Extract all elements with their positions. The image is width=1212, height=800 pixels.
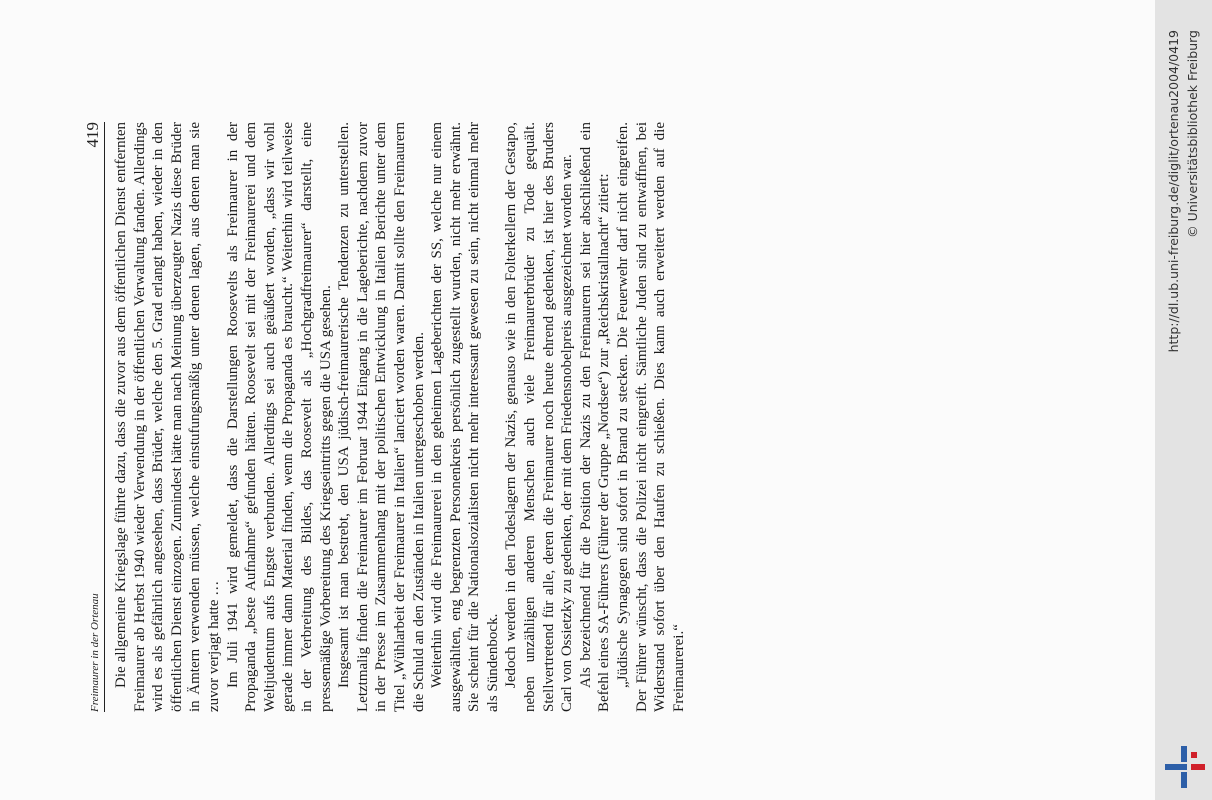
body-text: [112, 122, 688, 712]
quote-paragraph: „Jüdische Synagogen sind sofort in Brand zu stecken. Die Feuerwehr darf nicht eingreifen. Der Führer wünscht, dass die Polizei nicht eingreift. Sämtliche Juden sind zu entwaffnen, bei Widerstand sofort über den Haufen zu schießen. Dies kann auch erweitert werden auf die Freimaurerei.“: [615, 122, 687, 712]
page-header: [78, 122, 105, 712]
logo-red-square: [1191, 752, 1197, 758]
logo-blue-bar-bottom: [1181, 772, 1187, 788]
page-number: 419: [83, 122, 102, 148]
paragraph-2: Im Juli 1941 wird gemeldet, dass die Darstellungen Roosevelts als Freimaurer in der Propaganda „beste Aufnahme“ gefunden hätten. Roosevelt sei mit der Freimaurerei und dem Weltjudentum aufs Engste verbunden. Allerdings sei auch geäußert worden, „dass wir wohl gerade immer dann Material finden, wenn die Propaganda es braucht.“ Weiterhin wird teilweise in der Verbreitung des Bildes, das Roosevelt als „Hochgradfreimaurer“ darstellt, eine pressemäßige Vorbereitung des Kriegseintritts gegen die USA gesehen.: [224, 122, 334, 712]
logo-blue-bar-top: [1181, 746, 1187, 762]
paragraph-5: Jedoch werden in den Todeslagern der Nazis, genauso wie in den Folterkellern der Gestapo, neben unzähligen anderen Menschen auch viele Freimaurerbrüder zu Tode gequält. Stellvertretend für alle, deren die Freimaurer noch heute ehrend gedenken, ist hier des Bruders Carl von Ossietzky zu gedenken, der mit dem Friedensnobelpreis ausgezeichnet worden war.: [503, 122, 576, 712]
paragraph-6: Als bezeichnend für die Position der Nazis zu den Freimaurern sei hier abschließend ein Befehl eines SA-Führers (Führer der Gruppe „Nordsee“) zur „Reichskristallnacht“ zitiert:: [577, 122, 613, 712]
paragraph-4: Weiterhin wird die Freimaurerei in den geheimen Lageberichten der SS, welche nur einem ausgewählten, eng begrenzten Personenkreis persönlich zugestellt wurden, nicht mehr erwähnt. Sie scheint für die Nationalsozialisten nicht mehr interessant gewesen zu sein, nicht einmal mehr als Sündenbock.: [429, 122, 501, 712]
paragraph-3: Insgesamt ist man bestrebt, den USA jüdisch-freimaurerische Tendenzen zu unterstellen. Letztmalig finden die Freimaurer im Februar 1944 Eingang in die Lageberichte, nachdem zuvor in der Presse im Zusammenhang mit der politischen Entwicklung in Italien Berichte unter dem Titel „Wühlarbeit der Freimaurer in Italien“ lanciert worden waren. Damit sollte den Freimaurern die Schuld an den Zuständen in Italien untergeschoben werden.: [336, 122, 427, 712]
sidebar-rotated-text: [1155, 0, 1212, 800]
source-url[interactable]: http://dl.ub.uni-freiburg.de/diglit/ortenau2004/0419: [1166, 30, 1181, 353]
logo-blue-bar-middle: [1165, 764, 1187, 770]
logo-red-bar: [1191, 764, 1205, 770]
running-title: Freimaurer in der Ortenau: [89, 593, 101, 712]
library-logo-icon: [1163, 744, 1207, 790]
copyright-notice: © Universitätsbibliothek Freiburg: [1185, 30, 1200, 238]
paragraph-1: Die allgemeine Kriegslage führte dazu, dass die zuvor aus dem öffentlichen Dienst entfernten Freimaurer ab Herbst 1940 wieder Verwendung in der öffentlichen Verwaltung fanden. Allerdings wird es als gefährlich angesehen, dass Brüder, welche den 5. Grad erlangt haben, wieder in den öffentlichen Dienst einzogen. Zumindest hätte man nach Meinung überzeugter Nazis diese Brüder in Ämtern verwenden müssen, welche einstufungsmäßig unter denen lagen, aus denen man sie zuvor verjagt hatte …: [113, 122, 222, 712]
